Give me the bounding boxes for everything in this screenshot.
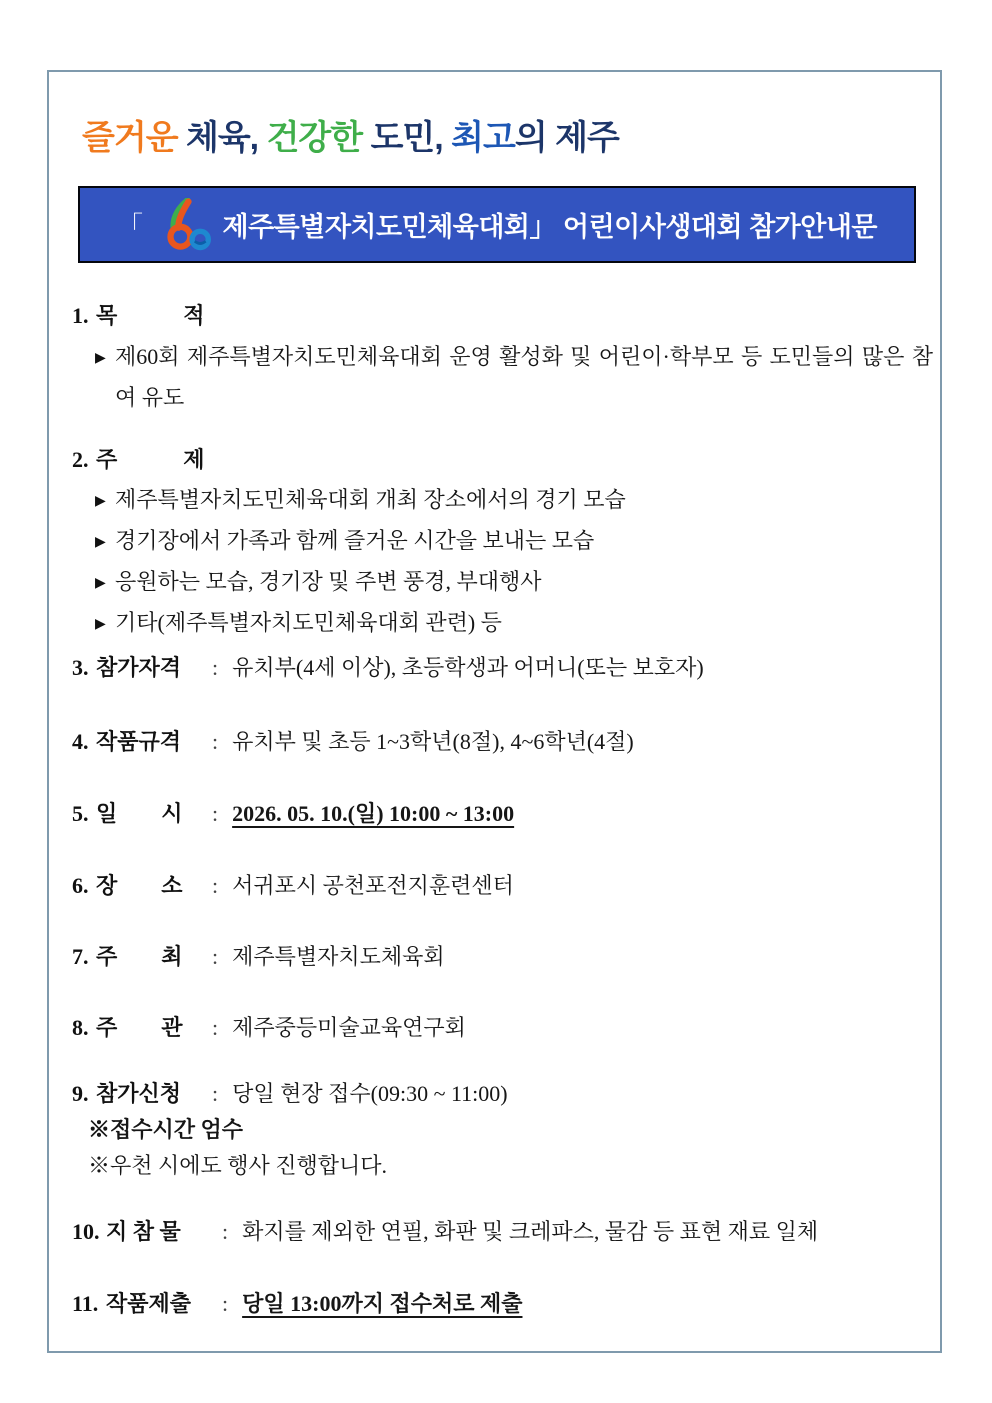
item-number: 9. [72, 1081, 89, 1106]
item-7 [72, 941, 445, 973]
item-number: 11. [72, 1291, 99, 1316]
item-label: 참가자격 [96, 655, 182, 680]
item-value: 유치부 및 초등 1~3학년(8절), 4~6학년(4절) [232, 729, 634, 754]
bullet-text: 응원하는 모습, 경기장 및 주변 풍경, 부대행사 [115, 569, 542, 594]
slogan-part: 도민, [370, 119, 452, 157]
item-11 [72, 1288, 522, 1320]
slogan-part: 제주 [555, 119, 619, 157]
colon-separator: : [222, 1219, 229, 1244]
submission-info: 당일 13:00까지 접수처로 제출 [242, 1291, 523, 1316]
colon-separator: : [212, 729, 219, 754]
item-number: 7. [72, 944, 89, 969]
supplies-info: 화지를 제외한 연필, 화판 및 크레파스, 물감 등 표현 재료 일체 [242, 1219, 819, 1244]
item-1-heading [72, 300, 208, 332]
colon-separator: : [212, 944, 219, 969]
item-label: 작품규격 [96, 729, 182, 754]
bullet-item [95, 604, 933, 645]
triangle-bullet-icon: ▶ [95, 617, 106, 632]
item-5 [72, 798, 514, 830]
colon-separator: : [212, 1081, 219, 1106]
title-banner [78, 186, 916, 263]
item-label: 장 소 [96, 873, 183, 898]
item-8 [72, 1012, 466, 1044]
managing-organization: 제주중등미술교육연구회 [232, 1015, 466, 1040]
bullet-item [95, 336, 933, 418]
jeju-60th-games-logo-icon [155, 198, 213, 252]
rain-note: ※우천 시에도 행사 진행합니다. [88, 1153, 388, 1178]
item-number: 5. [72, 801, 89, 826]
colon-separator: : [212, 801, 219, 826]
colon-separator: : [222, 1291, 229, 1316]
item-label: 참가신청 [96, 1081, 182, 1106]
item-number: 2. [72, 447, 89, 472]
registration-note: ※접수시간 엄수 [88, 1117, 244, 1142]
item-2-heading [72, 444, 208, 476]
bullet-text: 기타(제주특별자치도민체육대회 관련) 등 [115, 610, 502, 635]
open-bracket: 「 [117, 211, 143, 241]
bullet-item [95, 522, 933, 563]
slogan-part: 건강한 [266, 119, 371, 157]
item-6 [72, 870, 514, 902]
slogan-part: 즐거운 [82, 119, 186, 157]
item-label: 목 적 [96, 303, 205, 328]
triangle-bullet-icon: ▶ [95, 576, 106, 591]
item-3 [72, 652, 704, 684]
item-label: 주 최 [96, 944, 183, 969]
item-value: 유치부(4세 이상), 초등학생과 어머니(또는 보호자) [232, 655, 704, 680]
triangle-bullet-icon: ▶ [95, 494, 106, 509]
bullet-text: 경기장에서 가족과 함께 즐거운 시간을 보내는 모습 [115, 528, 595, 553]
triangle-bullet-icon: ▶ [95, 351, 106, 366]
colon-separator: : [212, 873, 219, 898]
item-10 [72, 1216, 818, 1248]
item-label: 작품제출 [106, 1291, 192, 1316]
triangle-bullet-icon: ▶ [95, 535, 106, 550]
item-9 [72, 1078, 508, 1110]
slogan-part: 최고 [451, 119, 515, 157]
event-venue: 서귀포시 공천포전지훈련센터 [232, 873, 514, 898]
slogan-part: 체육, [185, 119, 267, 157]
item-4 [72, 726, 634, 758]
item-number: 8. [72, 1015, 89, 1040]
bullet-item [95, 563, 933, 604]
bullet-text: 제60회 제주특별자치도민체육대회 운영 활성화 및 어린이·학부모 등 도민들의 많은 참여 유도 [115, 344, 933, 410]
item-number: 4. [72, 729, 89, 754]
item-number: 6. [72, 873, 89, 898]
slogan [82, 110, 619, 159]
item-number: 10. [72, 1219, 100, 1244]
host-organization: 제주특별자치도체육회 [232, 944, 445, 969]
item-label: 주 관 [96, 1015, 183, 1040]
registration-info: 당일 현장 접수(09:30 ~ 11:00) [232, 1081, 508, 1106]
event-datetime: 2026. 05. 10.(일) 10:00 ~ 13:00 [232, 801, 515, 826]
colon-separator: : [212, 655, 219, 680]
item-label: 일 시 [96, 801, 183, 826]
item-label: 지 참 물 [106, 1219, 181, 1244]
bullet-text: 제주특별자치도민체육대회 개최 장소에서의 경기 모습 [115, 487, 626, 512]
banner-title: 제주특별자치도민체육대회」 어린이사생대회 참가안내문 [222, 212, 877, 242]
item-1-bullets [95, 336, 933, 418]
colon-separator: : [212, 1015, 219, 1040]
item-label: 주 제 [96, 447, 205, 472]
item-number: 1. [72, 303, 89, 328]
item-2-bullets [95, 481, 933, 645]
bullet-item [95, 481, 933, 522]
slogan-part: 의 [514, 119, 556, 157]
item-number: 3. [72, 655, 89, 680]
